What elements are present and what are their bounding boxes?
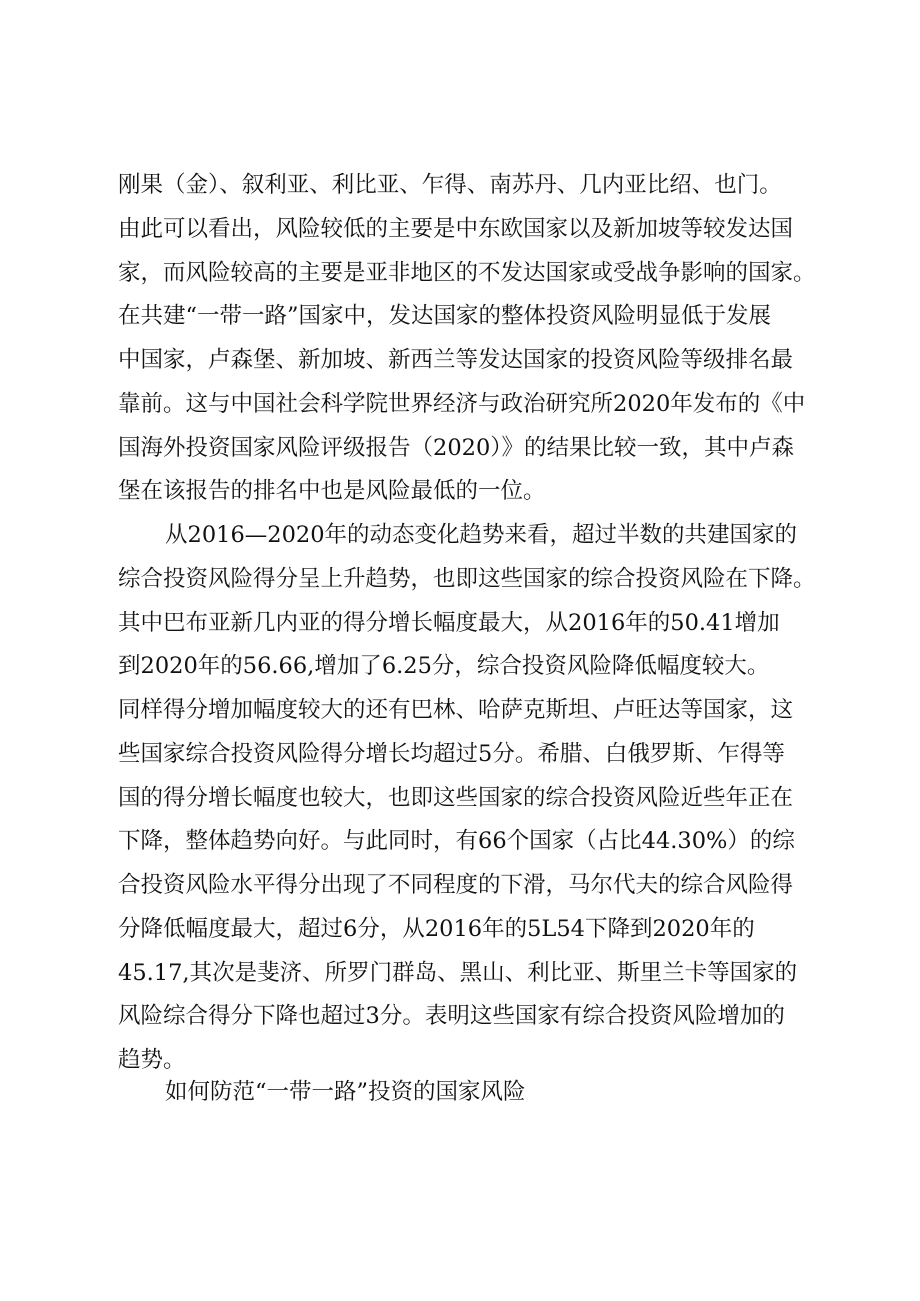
text-line-16: 下降，整体趋势向好。与此同时，有66个国家（占比44.30%）的综 (118, 828, 795, 854)
text-line-17: 合投资风险水平得分出现了不同程度的下滑，马尔代夫的综合风险得 (118, 872, 794, 898)
text-line-6: 靠前。这与中国社会科学院世界经济与政治研究所2020年发布的《中 (118, 391, 806, 417)
text-line-8: 堡在该报告的排名中也是风险最低的一位。 (118, 478, 546, 504)
text-line-20: 风险综合得分下降也超过3分。表明这些国家有综合投资风险增加的 (118, 1003, 785, 1029)
text-line-2: 由此可以看出，风险较低的主要是中东欧国家以及新加坡等较发达国 (118, 216, 794, 242)
text-line-10: 综合投资风险得分呈上升趋势，也即这些国家的综合投资风险在下降。 (118, 566, 816, 592)
text-line-4: 在共建“一带一路”国家中，发达国家的整体投资风险明显低于发展 (118, 303, 772, 329)
text-line-11: 其中巴布亚新几内亚的得分增长幅度最大，从2016年的50.41增加 (118, 610, 780, 636)
text-line-15: 国的得分增长幅度也较大，也即这些国家的综合投资风险近些年正在 (118, 785, 794, 811)
text-line-19: 45.17,其次是斐济、所罗门群岛、黑山、利比亚、斯里兰卡等国家的 (118, 960, 798, 986)
text-line-5: 中国家，卢森堡、新加坡、新西兰等发达国家的投资风险等级排名最 (118, 347, 794, 373)
text-line-7: 国海外投资国家风险评级报告（2020）》的结果比较一致，其中卢森 (118, 435, 795, 461)
text-line-18: 分降低幅度最大，超过6分，从2016年的5L54下降到2020年的 (118, 916, 755, 942)
text-line-14: 些国家综合投资风险得分增长均超过5分。希腊、白俄罗斯、乍得等 (118, 741, 785, 767)
text-line-3: 家，而风险较高的主要是亚非地区的不发达国家或受战争影响的国家。 (118, 260, 816, 286)
text-line-12: 到2020年的56.66,增加了6.25分，综合投资风险降低幅度较大。 (118, 653, 770, 679)
paragraph-start-line: 从2016—2020年的动态变化趋势来看，超过半数的共建国家的 (165, 522, 798, 548)
section-heading: 如何防范“一带一路”投资的国家风险 (165, 1079, 526, 1105)
text-line-13: 同样得分增加幅度较大的还有巴林、哈萨克斯坦、卢旺达等国家，这 (118, 697, 794, 723)
text-line-21: 趋势。 (118, 1047, 186, 1073)
text-line-1: 刚果（金）、叙利亚、利比亚、乍得、南苏丹、几内亚比绍、也门。 (118, 172, 782, 198)
